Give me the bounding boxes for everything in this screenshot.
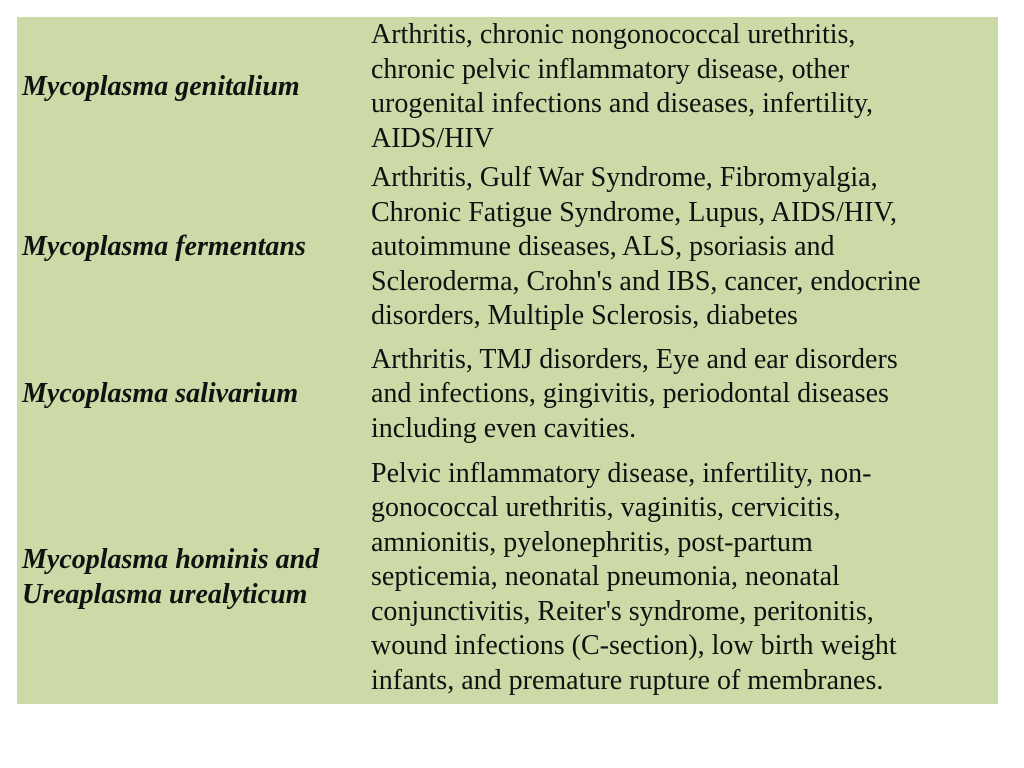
- organism-name-cell: Mycoplasma hominis and Ureaplasma urealyticum: [22, 544, 320, 610]
- associated-diseases-cell: Pelvic inflammatory disease, infertility, non- gonococcal urethritis, vaginitis, cervicitis, amnionitis, pyelonephritis, post-partum septicemia, neonatal pneumonia, neonatal conjunctivitis, Reiter's syndrome, peritonitis, wound infections (C-section), low birth weight infants, and premature rupture of membranes.: [371, 457, 897, 696]
- organism-name-cell: Mycoplasma salivarium: [22, 378, 299, 410]
- table-grid: [17, 17, 998, 704]
- table-row: [17, 338, 998, 451]
- organism-name-cell: Mycoplasma genitalium: [22, 70, 300, 102]
- associated-diseases-cell: Arthritis, Gulf War Syndrome, Fibromyalgia, Chronic Fatigue Syndrome, Lupus, AIDS/HIV, autoimmune diseases, ALS, psoriasis and Scleroderma, Crohn's and IBS, cancer, endocrine disorders, Multiple Sclerosis, diabetes: [371, 162, 921, 332]
- table-row: [17, 17, 998, 157]
- table-row: [17, 451, 998, 704]
- associated-diseases-cell: Arthritis, chronic nongonococcal urethritis, chronic pelvic inflammatory disease, other urogenital infections and diseases, infertility, AIDS/HIV: [371, 19, 874, 154]
- table-row: [17, 157, 998, 338]
- organism-name-cell: Mycoplasma fermentans: [22, 231, 306, 263]
- associated-diseases-cell: Arthritis, TMJ disorders, Eye and ear disorders and infections, gingivitis, periodontal diseases including even cavities.: [371, 343, 898, 444]
- mycoplasma-disease-table: [17, 17, 998, 704]
